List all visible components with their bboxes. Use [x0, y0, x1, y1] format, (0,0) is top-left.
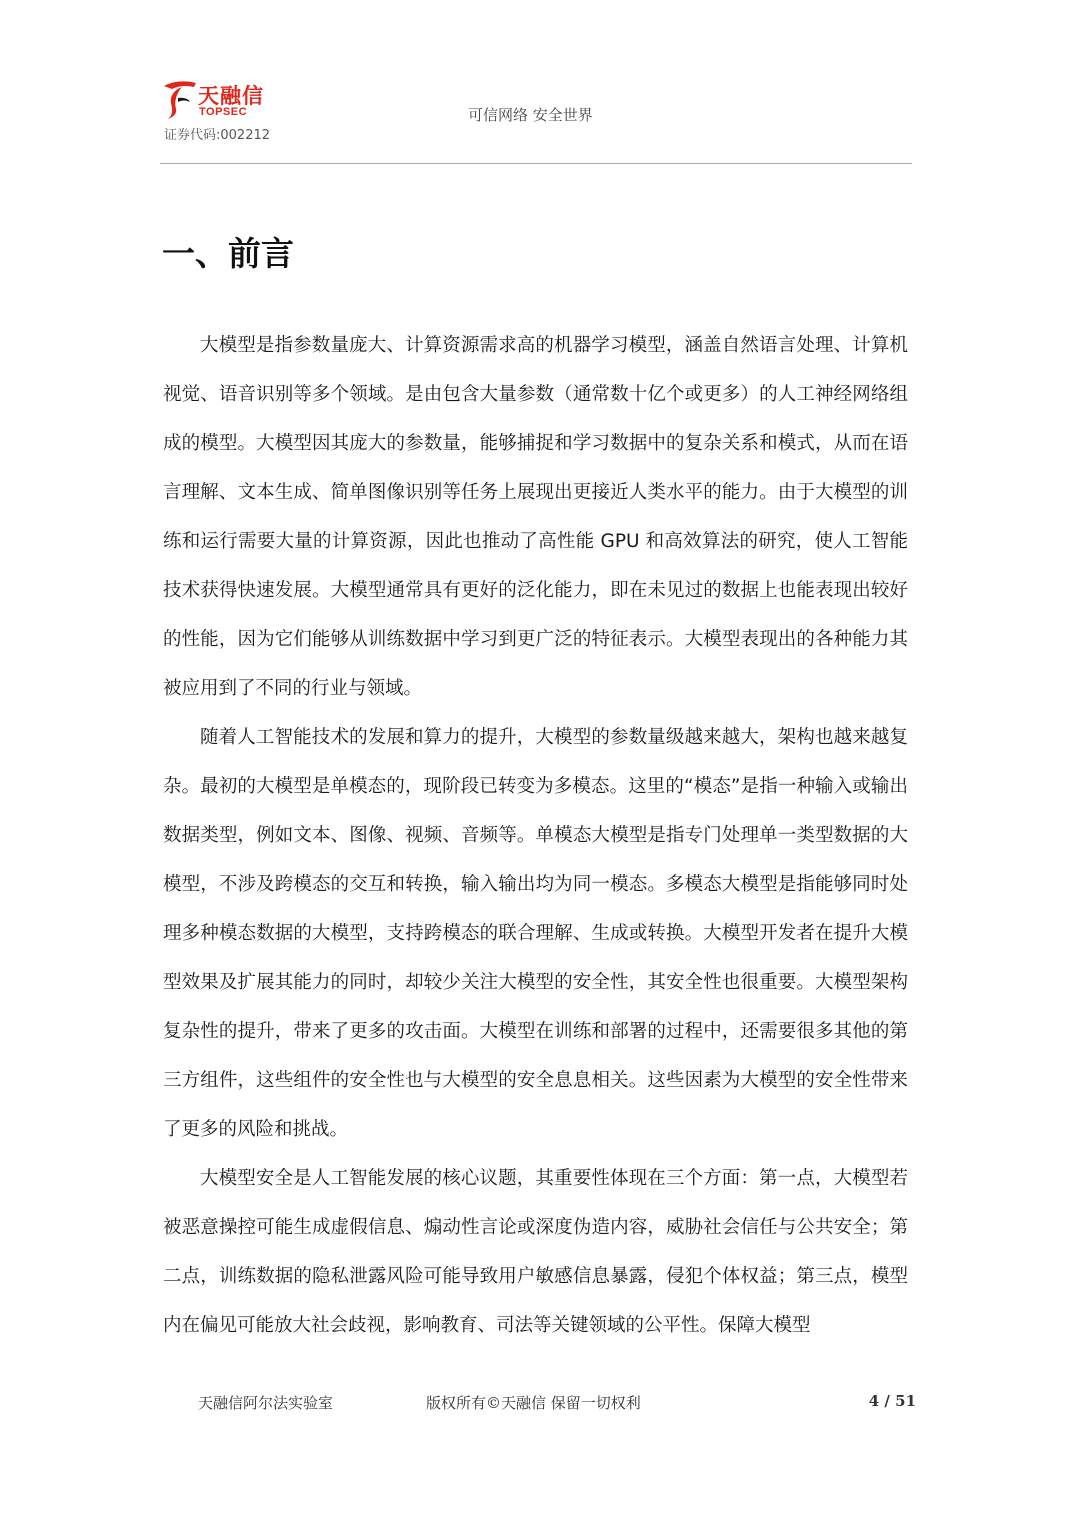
page-footer — [160, 1392, 920, 1416]
section-title: 一、前言 — [162, 234, 294, 273]
page-header — [162, 78, 912, 164]
topsec-logo — [162, 78, 282, 122]
stock-code: 证券代码:002212 — [164, 128, 271, 143]
paragraph-multimodal: 随着人工智能技术的发展和算力的提升，大模型的参数量级越来越大，架构也越来越复杂。最初的大模型是单模态的，现阶段已转变为多模态。这里的“模态”是指一种输入或输出数据类型，例如文本、图像、视频、音频等。单模态大模型是指专门处理单一类型数据的大模型，不涉及跨模态的交互和转换，输入输出均为同一模态。多模态大模型是指能够同时处理多种模态数据的大模型，支持跨模态的联合理解、生成或转换。大模型开发者在提升大模型效果及扩展其能力的同时，却较少关注大模型的安全性，其安全性也很重要。大模型架构复杂性的提升，带来了更多的攻击面。大模型在训练和部署的过程中，还需要很多其他的第三方组件，这些组件的安全性也与大模型的安全息息相关。这些因素为大模型的安全性带来了更多的风险和挑战。 — [163, 727, 908, 1140]
topsec-swoosh-icon — [162, 78, 198, 120]
page-number: 4 / 51 — [868, 1392, 916, 1410]
footer-copyright: 版权所有©天融信 保留一切权利 — [426, 1394, 641, 1412]
body-content — [163, 321, 908, 1350]
header-divider — [160, 163, 912, 164]
paragraph-security: 大模型安全是人工智能发展的核心议题，其重要性体现在三个方面：第一点，大模型若被恶意操控可能生成虚假信息、煽动性言论或深度伪造内容，威胁社会信任与公共安全；第二点，训练数据的隐私泄露风险可能导致用户敏感信息暴露，侵犯个体权益；第三点，模型内在偏见可能放大社会歧视，影响教育、司法等关键领域的公平性。保障大模型 — [163, 1168, 908, 1336]
paragraph-intro: 大模型是指参数量庞大、计算资源需求高的机器学习模型，涵盖自然语言处理、计算机视觉、语音识别等多个领域。是由包含大量参数（通常数十亿个或更多）的人工神经网络组成的模型。大模型因其庞大的参数量，能够捕捉和学习数据中的复杂关系和模式，从而在语言理解、文本生成、简单图像识别等任务上展现出更接近人类水平的能力。由于大模型的训练和运行需要大量的计算资源，因此也推动了高性能 GPU 和高效算法的研究，使人工智能技术获得快速发展。大模型通常具有更好的泛化能力，即在未见过的数据上也能表现出较好的性能，因为它们能够从训练数据中学习到更广泛的特征表示。大模型表现出的各种能力其被应用到了不同的行业与领域。 — [163, 335, 908, 699]
footer-lab-name: 天融信阿尔法实验室 — [198, 1394, 334, 1412]
logo-english-name: TOPSEC — [199, 106, 248, 118]
logo-chinese-name: 天融信 — [198, 84, 264, 108]
header-slogan: 可信网络 安全世界 — [468, 106, 593, 124]
